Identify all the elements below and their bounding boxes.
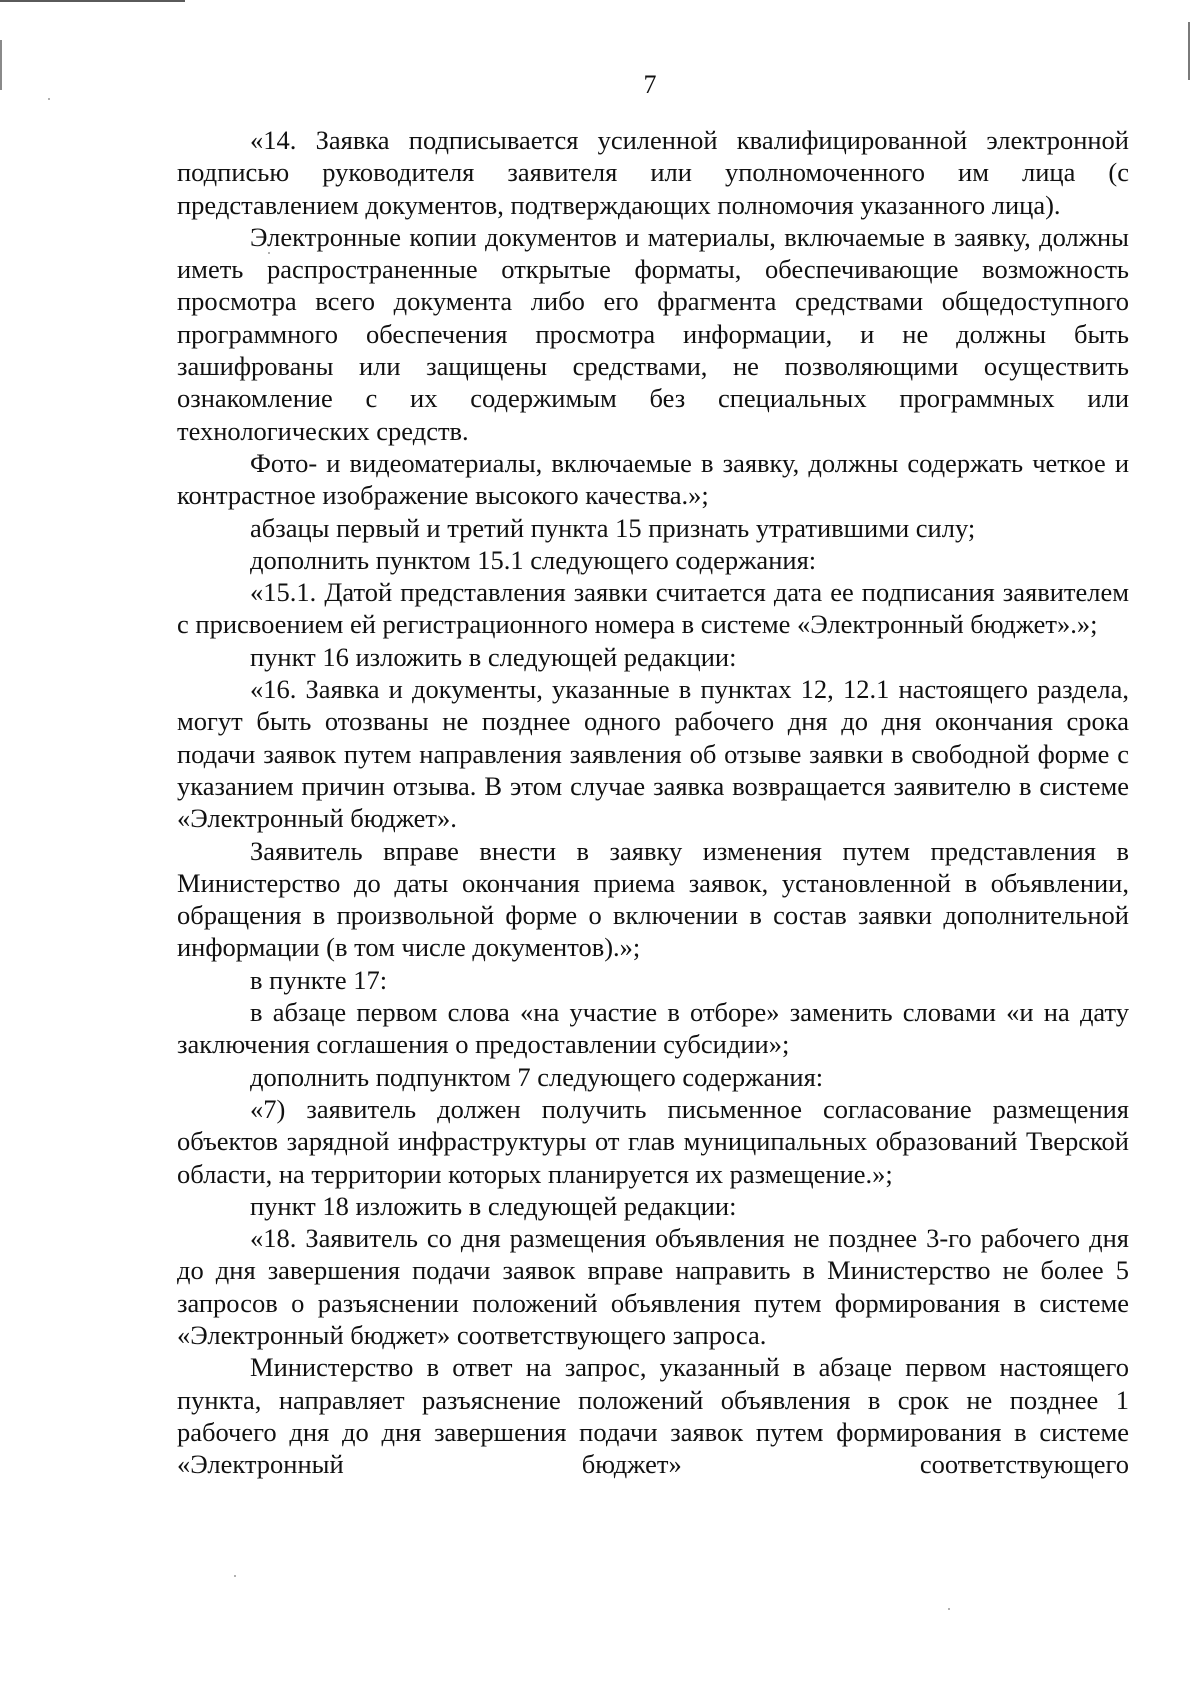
paragraph-applicant-changes: Заявитель вправе внести в заявку изменения путем представления в Министерство до даты окончания приема заявок, установленной в объявлении, обращения в произвольной форме о включении в состав заявки дополнительной информации (в том числе документов).»; bbox=[177, 835, 1129, 963]
scan-speck bbox=[48, 98, 50, 100]
paragraph-clause-16-intro: пункт 16 изложить в следующей редакции: bbox=[250, 641, 737, 672]
scan-speck bbox=[948, 1608, 950, 1610]
document-body bbox=[177, 124, 1129, 1480]
scan-speck bbox=[234, 1575, 236, 1577]
paragraph-clause-17-intro: в пункте 17: bbox=[250, 964, 388, 995]
paragraph-clause-14: «14. Заявка подписывается усиленной квалифицированной электронной подписью руководителя заявителя или уполномоченного им лица (с представлением документов, подтверждающих полномочия указанного лица). bbox=[177, 125, 1129, 220]
paragraph-clause-18-intro: пункт 18 изложить в следующей редакции: bbox=[250, 1190, 737, 1221]
paragraph-subclause-7: «7) заявитель должен получить письменное согласование размещения объектов зарядной инфраструктуры от глав муниципальных образований Тверской области, на территории которых планируется их размещение.»; bbox=[177, 1093, 1129, 1189]
page-number: 7 bbox=[643, 70, 657, 99]
paragraph-clause-16: «16. Заявка и документы, указанные в пунктах 12, 12.1 настоящего раздела, могут быть отозваны не позднее одного рабочего дня до дня окончания срока подачи заявок путем направления заявления об отзыве заявки в свободной форме с указанием причин отзыва. В этом случае заявка возвращается заявителю в системе «Электронный бюджет». bbox=[177, 674, 1129, 834]
paragraph-add-subclause-7: дополнить подпунктом 7 следующего содержания: bbox=[250, 1061, 824, 1092]
paragraph-ministry-response: Министерство в ответ на запрос, указанный в абзаце первом настоящего пункта, направляет разъяснение положений объявления в срок не позднее 1 рабочего дня до дня завершения подачи заявок путем формирования в системе «Электронный бюджет» соответствующего bbox=[177, 1352, 1129, 1480]
scan-speck bbox=[268, 252, 270, 254]
paragraph-photo-video: Фото- и видеоматериалы, включаемые в заявку, должны содержать четкое и контрастное изображение высокого качества.»; bbox=[177, 447, 1129, 511]
paragraph-clause-18: «18. Заявитель со дня размещения объявления не позднее 3-го рабочего дня до дня завершения подачи заявок вправе направить в Министерство не более 5 запросов о разъяснении положений объявления путем формирования в системе «Электронный бюджет» соответствующего запроса. bbox=[177, 1223, 1129, 1350]
paragraph-clause-15-repeal: абзацы первый и третий пункта 15 признать утратившими силу; bbox=[250, 512, 976, 543]
paragraph-add-15-1: дополнить пунктом 15.1 следующего содержания: bbox=[250, 544, 817, 575]
paragraph-electronic-copies: Электронные копии документов и материалы, включаемые в заявку, должны иметь распространенные открытые форматы, обеспечивающие возможность просмотра всего документа либо его фрагмента средствами общедоступного программного обеспечения просмотра информации, и не должны быть зашифрованы или защищены средствами, не позволяющими осуществить ознакомление с их содержимым без специальных программных или технологических средств. bbox=[177, 221, 1129, 446]
paragraph-clause-17-first: в абзаце первом слова «на участие в отборе» заменить словами «и на дату заключения соглашения о предоставлении субсидии»; bbox=[177, 997, 1129, 1060]
scan-edge-top bbox=[0, 0, 185, 2]
paragraph-clause-15-1: «15.1. Датой представления заявки считается дата ее подписания заявителем с присвоением ей регистрационного номера в системе «Электронный бюджет».»; bbox=[177, 577, 1129, 640]
